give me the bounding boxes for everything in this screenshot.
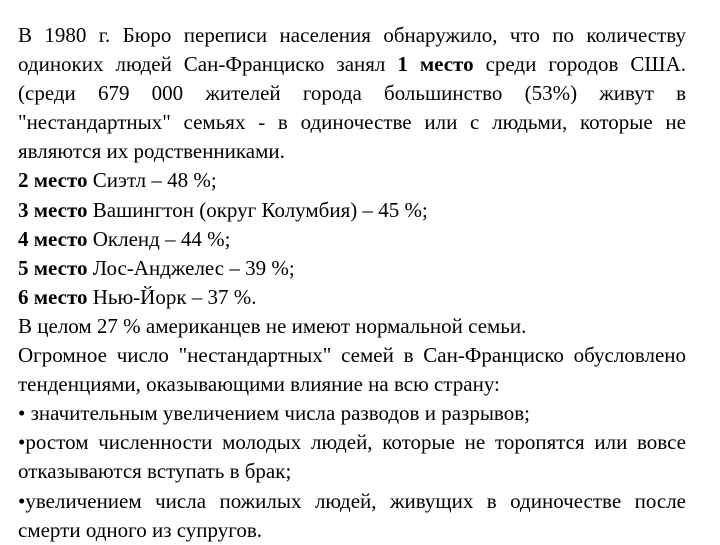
ranking-item (18, 166, 686, 195)
ranking-city: Окленд – 44 %; (87, 226, 231, 251)
reason-item: •ростом численности молодых людей, которые не торопятся или вовсе отказываются вступать в брак; (18, 430, 686, 484)
ranking-place: 3 место (18, 197, 88, 222)
reason-item: •увеличением числа пожилых людей, живущих в одиночестве после смерти одного из супругов. (18, 488, 686, 542)
rank-1-label: 1 место (397, 52, 474, 77)
ranking-item (18, 225, 686, 254)
ranking-place: 6 место (18, 284, 88, 309)
ranking-city: Лос-Анджелес – 39 %; (87, 255, 295, 280)
ranking-item (18, 196, 686, 225)
ranking-item (18, 254, 686, 283)
reason-item: • значительным увеличением числа разводов и разрывов; (18, 401, 530, 426)
summary-line: В целом 27 % американцев не имеют нормальной семьи. (18, 313, 527, 338)
intro-paragraph (18, 21, 686, 166)
reasons-intro: Огромное число "нестандартных" семей в Сан-Франциско обусловлено тенденциями, оказывающими влияние на всю страну: (18, 343, 686, 397)
ranking-city: Сиэтл – 48 %; (87, 168, 217, 193)
ranking-place: 5 место (18, 255, 88, 280)
intro-text-start: В 1980 г. Бюро переписи населения обнаружило, что по количеству одиноких людей Сан-Франциско занял (18, 23, 686, 77)
ranking-place: 2 место (18, 168, 88, 193)
ranking-item (18, 283, 686, 312)
document-text (18, 21, 686, 545)
ranking-city: Вашингтон (округ Колумбия) – 45 %; (87, 197, 428, 222)
ranking-city: Нью-Йорк – 37 %. (87, 284, 257, 309)
intro-text-end: среди городов США. (среди 679 000 жителей города большинство (53%) живут в "нестандартных" семьях - в одиночестве или с людьми, которые не являются их родственниками. (18, 52, 686, 164)
ranking-place: 4 место (18, 226, 88, 251)
